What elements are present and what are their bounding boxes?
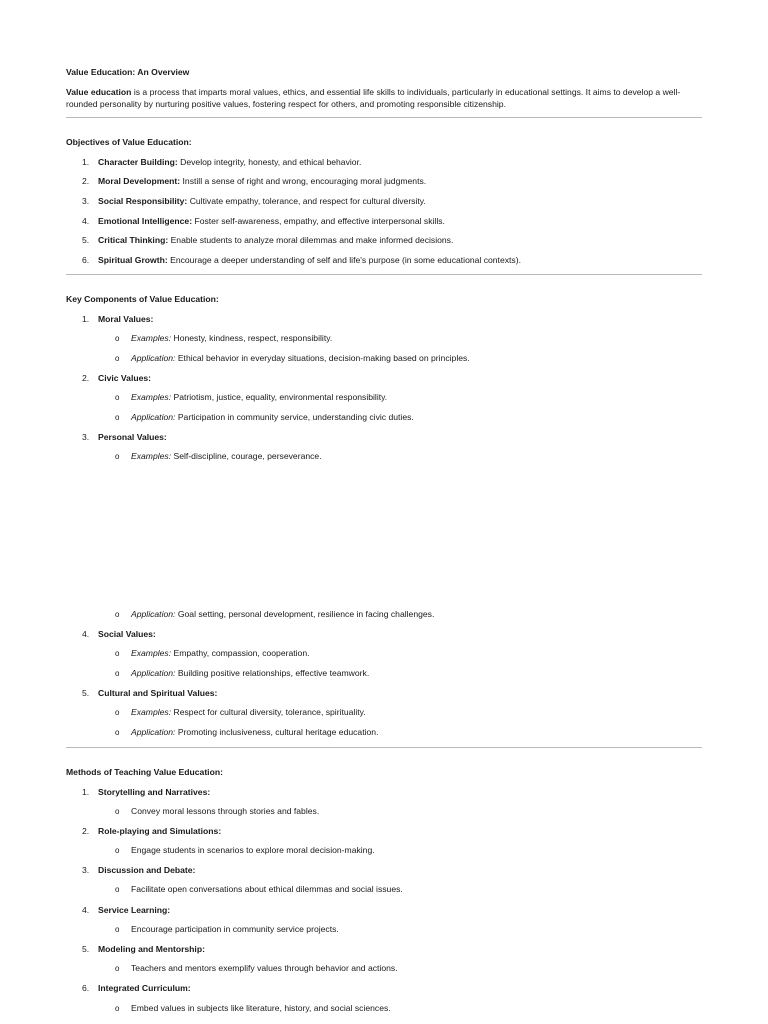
list-number: 3. [82, 432, 90, 442]
item-term: Modeling and Mentorship: [98, 944, 205, 954]
sub-bullet: o [115, 1004, 120, 1013]
list-number: 5. [82, 688, 90, 698]
item-term: Character Building: [98, 157, 178, 167]
examples-label: Examples: [131, 707, 172, 717]
method-item [98, 904, 170, 916]
component-examples [131, 706, 366, 718]
method-detail: Facilitate open conversations about ethical dilemmas and social issues. [131, 884, 403, 894]
component-application [131, 726, 378, 738]
item-term: Personal Values: [98, 432, 167, 442]
list-number: 1. [82, 314, 90, 324]
objective-item [98, 215, 445, 227]
component-item [98, 628, 156, 640]
application-text: Promoting inclusiveness, cultural heritage education. [175, 727, 379, 737]
list-number: 1. [82, 787, 90, 797]
list-number: 6. [82, 255, 90, 265]
application-label: Application: [131, 353, 176, 363]
item-term: Storytelling and Narratives: [98, 787, 211, 797]
intro-term: Value education [66, 87, 132, 97]
list-number: 4. [82, 905, 90, 915]
document-title: Value Education: An Overview [66, 67, 190, 77]
component-item [98, 313, 153, 325]
sub-bullet: o [115, 452, 120, 461]
sub-bullet: o [115, 964, 120, 973]
methods-heading: Methods of Teaching Value Education: [66, 767, 223, 777]
list-number: 5. [82, 235, 90, 245]
application-label: Application: [131, 668, 176, 678]
examples-text: Self-discipline, courage, perseverance. [171, 451, 322, 461]
component-examples [131, 391, 387, 403]
examples-text: Empathy, compassion, cooperation. [171, 648, 310, 658]
component-examples [131, 332, 332, 344]
item-term: Emotional Intelligence: [98, 216, 193, 226]
application-text: Participation in community service, understanding civic duties. [175, 412, 414, 422]
list-number: 6. [82, 983, 90, 993]
list-number: 2. [82, 373, 90, 383]
divider [66, 117, 702, 118]
list-number: 2. [82, 826, 90, 836]
examples-label: Examples: [131, 451, 172, 461]
objective-item [98, 234, 453, 246]
sub-bullet: o [115, 393, 120, 402]
item-term: Role-playing and Simulations: [98, 826, 222, 836]
item-term: Critical Thinking: [98, 235, 169, 245]
method-item [98, 786, 210, 798]
application-label: Application: [131, 412, 176, 422]
component-application [131, 411, 414, 423]
method-item [98, 864, 195, 876]
sub-bullet: o [115, 669, 120, 678]
list-number: 1. [82, 157, 90, 167]
sub-bullet: o [115, 649, 120, 658]
component-application [131, 667, 369, 679]
sub-bullet: o [115, 334, 120, 343]
item-term: Service Learning: [98, 905, 171, 915]
examples-label: Examples: [131, 648, 172, 658]
method-item [98, 943, 205, 955]
examples-label: Examples: [131, 392, 172, 402]
method-item [98, 825, 221, 837]
component-item [98, 431, 167, 443]
sub-bullet: o [115, 610, 120, 619]
divider [66, 747, 702, 748]
component-examples [131, 647, 310, 659]
sub-bullet: o [115, 885, 120, 894]
item-term: Moral Development: [98, 176, 181, 186]
sub-bullet: o [115, 413, 120, 422]
sub-bullet: o [115, 925, 120, 934]
list-number: 3. [82, 196, 90, 206]
method-detail: Embed values in subjects like literature, history, and social sciences. [131, 1003, 391, 1013]
application-text: Goal setting, personal development, resilience in facing challenges. [175, 609, 435, 619]
examples-text: Honesty, kindness, respect, responsibility. [171, 333, 333, 343]
application-text: Ethical behavior in everyday situations, decision-making based on principles. [175, 353, 470, 363]
objective-item [98, 156, 361, 168]
component-item [98, 372, 151, 384]
method-detail: Teachers and mentors exemplify values through behavior and actions. [131, 963, 398, 973]
item-text: Encourage a deeper understanding of self and life's purpose (in some educational contexts). [167, 255, 521, 265]
list-number: 4. [82, 629, 90, 639]
component-item [98, 687, 217, 699]
item-text: Foster self-awareness, empathy, and effective interpersonal skills. [192, 216, 445, 226]
component-examples [131, 450, 322, 462]
objectives-heading: Objectives of Value Education: [66, 137, 192, 147]
method-detail: Engage students in scenarios to explore moral decision-making. [131, 845, 375, 855]
objective-item [98, 175, 426, 187]
component-application [131, 352, 470, 364]
application-label: Application: [131, 609, 176, 619]
item-text: Cultivate empathy, tolerance, and respect for cultural diversity. [187, 196, 426, 206]
list-number: 5. [82, 944, 90, 954]
application-label: Application: [131, 727, 176, 737]
list-number: 2. [82, 176, 90, 186]
item-term: Civic Values: [98, 373, 152, 383]
examples-label: Examples: [131, 333, 172, 343]
component-application [131, 608, 434, 620]
examples-text: Patriotism, justice, equality, environmental responsibility. [171, 392, 388, 402]
item-term: Social Values: [98, 629, 156, 639]
item-term: Cultural and Spiritual Values: [98, 688, 218, 698]
method-detail: Convey moral lessons through stories and fables. [131, 806, 320, 816]
item-term: Spiritual Growth: [98, 255, 168, 265]
intro-text: is a process that imparts moral values, ethics, and essential life skills to individuals, particularly in educational settings. It aims to develop a well-rounded personality by nurturing positive values, fostering respect for others, and promoting responsible citizenship. [66, 87, 681, 110]
item-text: Instill a sense of right and wrong, encouraging moral judgments. [180, 176, 427, 186]
divider [66, 274, 702, 275]
examples-text: Respect for cultural diversity, tolerance, spirituality. [171, 707, 366, 717]
objective-item [98, 195, 426, 207]
components-heading: Key Components of Value Education: [66, 294, 219, 304]
item-text: Enable students to analyze moral dilemmas and make informed decisions. [168, 235, 454, 245]
sub-bullet: o [115, 728, 120, 737]
list-number: 4. [82, 216, 90, 226]
intro-paragraph [66, 86, 704, 111]
list-number: 3. [82, 865, 90, 875]
application-text: Building positive relationships, effective teamwork. [175, 668, 370, 678]
item-term: Moral Values: [98, 314, 154, 324]
method-detail: Encourage participation in community service projects. [131, 924, 339, 934]
sub-bullet: o [115, 708, 120, 717]
objective-item [98, 254, 521, 266]
method-item [98, 982, 191, 994]
item-term: Integrated Curriculum: [98, 983, 191, 993]
item-term: Social Responsibility: [98, 196, 188, 206]
sub-bullet: o [115, 807, 120, 816]
sub-bullet: o [115, 846, 120, 855]
item-term: Discussion and Debate: [98, 865, 196, 875]
sub-bullet: o [115, 354, 120, 363]
item-text: Develop integrity, honesty, and ethical behavior. [177, 157, 362, 167]
